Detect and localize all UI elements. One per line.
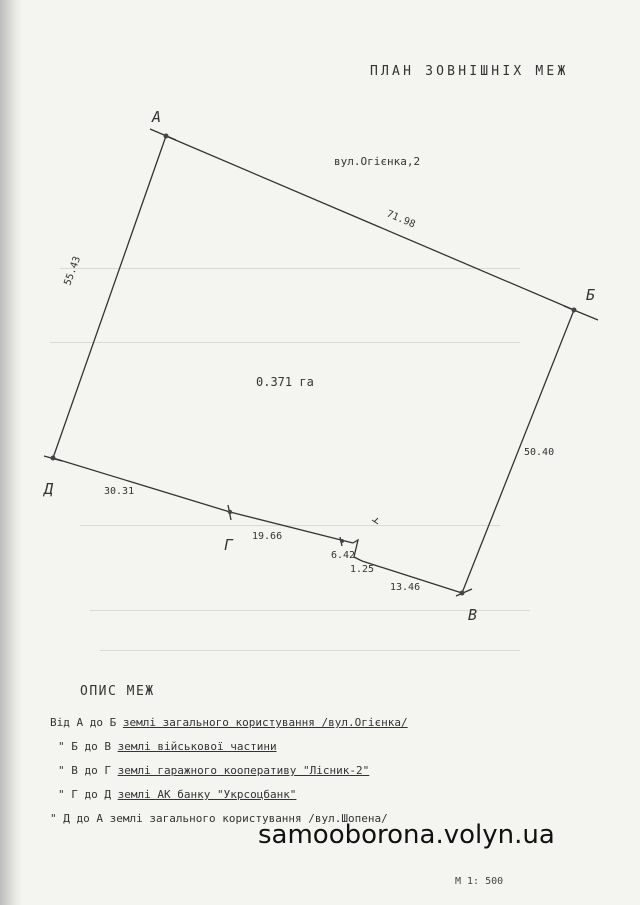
boundary-d-g — [53, 458, 230, 512]
point-v-marker — [460, 591, 465, 596]
boundary-row-prefix: " — [58, 788, 65, 801]
length-jog-v: 13.46 — [390, 582, 421, 593]
boundary-row-prefix: " — [50, 812, 57, 825]
length-bend: 6.42 — [331, 550, 356, 561]
boundary-row-from-to: Д до А — [63, 812, 103, 825]
street-label: вул.Огієнка,2 — [334, 155, 421, 168]
point-b-label: Б — [586, 286, 596, 304]
boundary-row-from-to: Г до Д — [71, 788, 111, 801]
boundary-row — [50, 716, 408, 729]
boundary-row-prefix: Від — [50, 716, 70, 729]
boundary-row-from-to: А до Б — [76, 716, 117, 729]
boundary-row — [58, 740, 277, 753]
point-g-marker — [228, 510, 232, 514]
site-watermark: samooborona.volyn.ua — [258, 820, 555, 850]
scale-label: М 1: 500 — [455, 876, 504, 887]
length-d-a: 55.43 — [62, 254, 84, 288]
boundary-row-from-to: Б до В — [71, 740, 111, 753]
point-v-label: В — [468, 606, 478, 624]
boundary-row — [58, 788, 296, 801]
boundaries-title: ОПИС МЕЖ — [80, 684, 155, 699]
boundary-row-desc: землі загального користування /вул.Шопена/ — [109, 812, 388, 825]
length-a-b: 71.98 — [384, 208, 417, 231]
point-d-marker — [51, 456, 56, 461]
point-a-marker — [164, 134, 169, 139]
boundary-row-prefix: " — [58, 764, 65, 777]
point-g-label: Г — [224, 536, 234, 554]
boundary-row — [58, 764, 369, 777]
boundary-row-desc: землі загального користування /вул.Огієнка/ — [122, 716, 408, 729]
point-a-label: А — [152, 108, 162, 126]
boundary-row-desc: землі гаражного кооперативу "Лісник-2" — [117, 764, 370, 777]
length-g-bend: 19.66 — [252, 531, 283, 542]
area-label: 0.371 га — [256, 375, 314, 389]
boundary-row-desc: землі АК банку "Укрсоцбанк" — [117, 788, 297, 801]
length-jog: 1.25 — [350, 564, 375, 575]
boundary-b-v — [462, 310, 574, 593]
boundary-row-desc: землі військової частини — [117, 740, 277, 753]
boundary-d-a — [53, 136, 166, 458]
boundary-g-jog — [230, 512, 353, 543]
length-d-g: 30.31 — [104, 486, 135, 497]
plan-title: ПЛАН ЗОВНІШНІХ МЕЖ — [370, 64, 569, 79]
point-bend-marker — [340, 539, 344, 543]
boundary-row-prefix: " — [58, 740, 65, 753]
point-b-marker — [572, 308, 577, 313]
length-b-v: 50.40 — [524, 447, 555, 458]
boundary-row-from-to: В до Г — [71, 764, 111, 777]
point-d-label: Д — [44, 480, 54, 498]
